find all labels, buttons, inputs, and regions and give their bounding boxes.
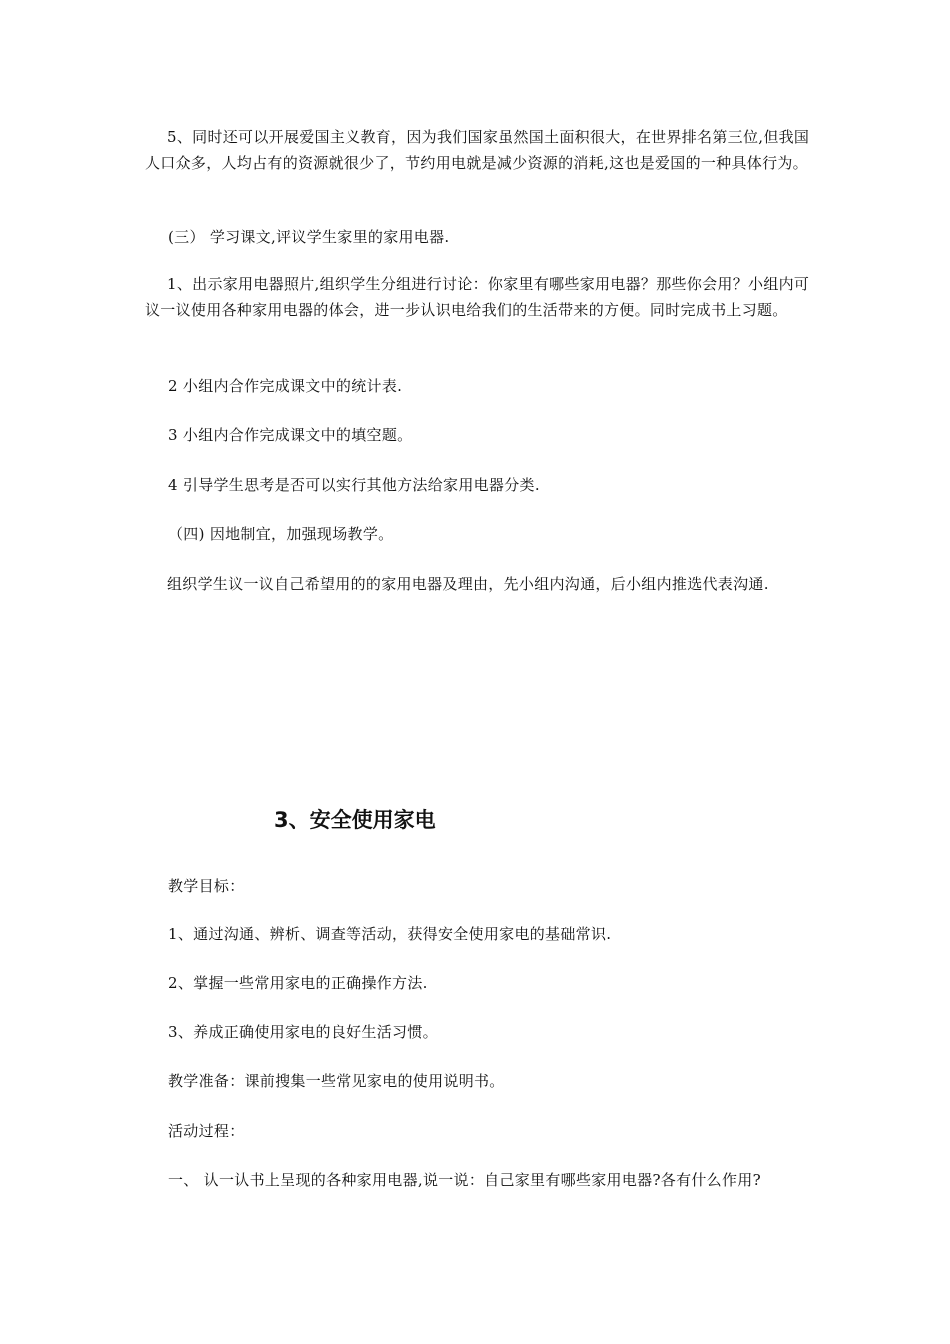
paragraph-patriotism: 5、同时还可以开展爱国主义教育，因为我们国家虽然国土面积很大，在世界排名第三位,但我国人口众多，人均占有的资源就很少了，节约用电就是减少资源的消耗,这也是爱国的一种具体行为。	[145, 128, 810, 172]
goals-label: 教学目标：	[168, 877, 245, 895]
process-label: 活动过程：	[168, 1122, 245, 1140]
preparation-text: 教学准备：课前搜集一些常见家电的使用说明书。	[168, 1072, 505, 1090]
paragraph-classify: 4 引导学生思考是否可以实行其他方法给家用电器分类.	[168, 476, 540, 494]
goal-item: 3、养成正确使用家电的良好生活习惯。	[168, 1023, 438, 1041]
goal-item: 2、掌握一些常用家电的正确操作方法.	[168, 974, 428, 992]
section-three-heading: (三） 学习课文,评议学生家里的家用电器.	[168, 228, 450, 246]
section-four-heading: （四) 因地制宜，加强现场教学。	[168, 525, 394, 543]
paragraph-fill-blank: 3 小组内合作完成课文中的填空题。	[168, 426, 413, 444]
process-step-one: 一、 认一认书上呈现的各种家用电器,说一说：自己家里有哪些家用电器?各有什么作用?	[168, 1171, 761, 1189]
paragraph-wish-appliances: 组织学生议一议自己希望用的的家用电器及理由，先小组内沟通，后小组内推选代表沟通.	[167, 575, 769, 593]
goal-item: 1、通过沟通、辨析、调查等活动，获得安全使用家电的基础常识.	[168, 925, 612, 943]
lesson-title: 3、安全使用家电	[274, 808, 436, 832]
paragraph-discussion: 1、出示家用电器照片,组织学生分组进行讨论：你家里有哪些家用电器？那些你会用？小组内可议一议使用各种家用电器的体会，进一步认识电给我们的生活带来的方便。同时完成书上习题。	[145, 275, 810, 319]
paragraph-statistics: 2 小组内合作完成课文中的统计表.	[168, 377, 403, 395]
